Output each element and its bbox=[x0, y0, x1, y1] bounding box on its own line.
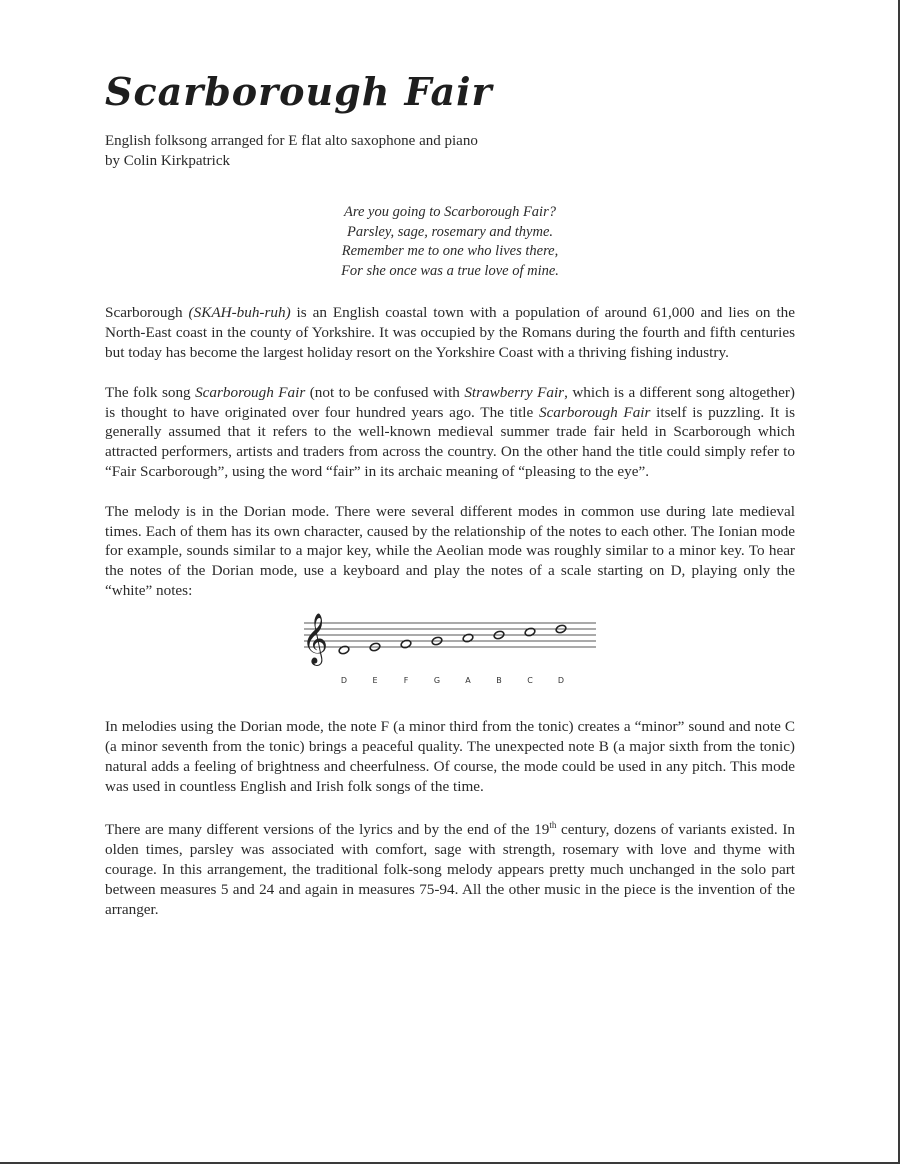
note-label: A bbox=[465, 676, 471, 686]
song-title: Scarborough Fair bbox=[195, 383, 306, 401]
poem-line: Are you going to Scarborough Fair? bbox=[344, 204, 556, 220]
scale-figure bbox=[105, 609, 795, 697]
dorian-scale-staff bbox=[300, 609, 600, 697]
pronunciation: (SKAH-buh-ruh) bbox=[188, 304, 291, 322]
ordinal-suffix: th bbox=[549, 820, 557, 831]
paragraph-song bbox=[105, 383, 795, 483]
paragraph-lyrics bbox=[105, 816, 795, 920]
poem-line: Remember me to one who lives there, bbox=[341, 243, 559, 260]
staff-lines bbox=[304, 623, 596, 647]
paragraph-dorian: The melody is in the Dorian mode. There were several different modes in common use during late medieval times. Each of them has its own character, caused by the relationship of the notes to each other. The Ionian mode for example, sounds similar to a major key, while the Aeolian mode was roughly similar to a minor key. To hear the notes of the Dorian mode, use a keyboard and play the notes of a scale starting on D, playing only the “white” notes: bbox=[105, 502, 795, 600]
song-title: Scarborough Fair bbox=[538, 403, 651, 421]
note-label: B bbox=[496, 676, 502, 686]
note-label: E bbox=[372, 676, 378, 686]
note-label: C bbox=[527, 676, 533, 686]
note-label: F bbox=[403, 676, 409, 686]
text-run: , which is a different song altogether) is thought to have originated over four hundred years ago. The title bbox=[105, 383, 795, 421]
text-run: (not to be confused with bbox=[305, 383, 465, 401]
text-run: itself is puzzling. It is generally assumed that it refers to the well-known medieval summer trade fair held in Scarborough which attracted performers, artists and traders from across the country. On the other hand the title could simply refer to “Fair Scarborough”, using the word “fair” in its archaic meaning of “pleasing to the eye”. bbox=[105, 403, 796, 481]
paragraph-town bbox=[105, 303, 795, 363]
poem-line: For she once was a true love of mine. bbox=[341, 262, 559, 279]
poem-verse bbox=[105, 203, 795, 281]
note-label: G bbox=[433, 676, 441, 686]
text-run: The folk song bbox=[105, 383, 196, 401]
note-label: D bbox=[340, 676, 348, 686]
note-label: D bbox=[557, 676, 565, 686]
text-run: Scarborough bbox=[105, 304, 189, 322]
text-run: is an English coastal town with a population of around 61,000 and lies on the North-East coast in the county of Yorkshire. It was occupied by the Romans during the fourth and fifth centuries but today has become the largest holiday resort on the Yorkshire Coast with a thriving fishing industry. bbox=[105, 304, 796, 362]
subtitle-line: English folksong arranged for E flat alto saxophone and piano bbox=[105, 133, 478, 149]
text-run: There are many different versions of the lyrics and by the end of the 19 bbox=[105, 821, 550, 839]
poem-line: Parsley, sage, rosemary and thyme. bbox=[346, 223, 554, 240]
document-body bbox=[105, 66, 795, 939]
paragraph-mode-character: In melodies using the Dorian mode, the note F (a minor third from the tonic) creates a “minor” sound and note C (a minor seventh from the tonic) brings a peaceful quality. The unexpected note B (a major sixth from the tonic) natural adds a feeling of brightness and cheerfulness. Of course, the mode could be used in any pitch. This mode was used in countless English and Irish folk songs of the time. bbox=[105, 718, 795, 795]
page-title: Scarborough Fair bbox=[105, 69, 493, 114]
byline: by Colin Kirkpatrick bbox=[105, 153, 230, 169]
treble-clef-icon: 𝄞 bbox=[302, 613, 329, 665]
scale-note-labels bbox=[341, 676, 564, 685]
text-run: century, dozens of variants existed. In olden times, parsley was associated with comfort, sage with strength, rosemary with love and thyme with courage. In this arrangement, the traditional folk-song melody appears pretty much unchanged in the solo part between measures 5 and 24 and again in measures 75-94. All the other music in the piece is the invention of the arranger. bbox=[105, 821, 795, 918]
song-title: Strawberry Fair bbox=[464, 383, 565, 401]
